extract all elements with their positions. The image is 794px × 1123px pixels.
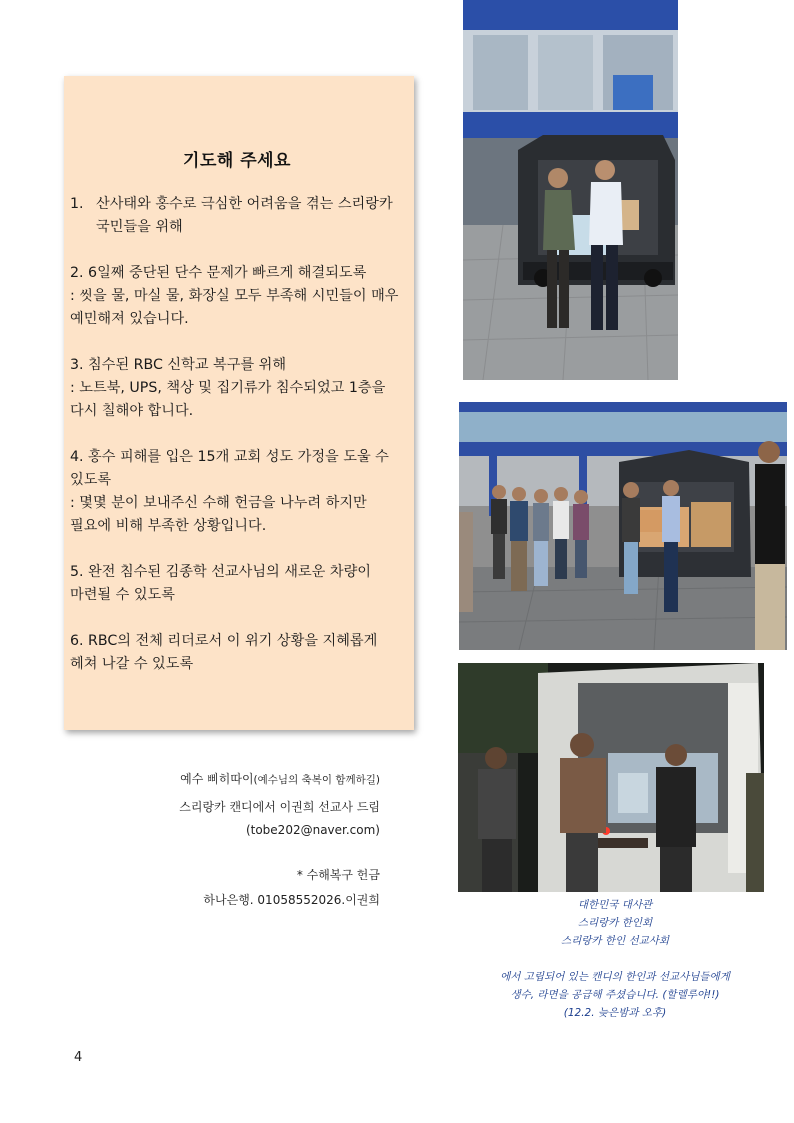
prayer-item-2: [70, 262, 404, 331]
prayer-item-3-detail: : 노트북, UPS, 책상 및 집기류가 침수되었고 1층을 다시 칠해야 합니다.: [70, 380, 386, 419]
prayer-item-4-detail: : 몇몇 분이 보내주신 수해 헌금을 나누려 하지만 필요에 비해 부족한 상황입니다.: [70, 495, 367, 534]
prayer-item-5-main: 5. 완전 침수된 김종학 선교사님의 새로운 차량이 마련될 수 있도록: [70, 564, 371, 603]
donation-label: * 수해복구 헌금: [296, 868, 380, 882]
photo-night-truck: [458, 663, 764, 892]
greeting-note: (예수님의 축복이 함께하길): [253, 774, 380, 786]
greeting-text: 예수 삐히따이: [180, 772, 254, 786]
caption-spacer: [460, 950, 770, 968]
caption-line-1: 대한민국 대사관: [577, 899, 653, 911]
prayer-item-1-number: 1.: [70, 196, 84, 212]
prayer-item-2-detail: : 씻을 물, 마실 물, 화장실 모두 부족해 시민들이 매우 예민해져 있습니다.: [70, 288, 399, 327]
caption-line-4: 에서 고립되어 있는 캔디의 한인과 선교사님들에게: [500, 971, 730, 983]
caption-line-2: 스리랑카 한인회: [577, 917, 653, 929]
prayer-item-5: [70, 561, 404, 607]
caption-line-5: 생수, 라면을 공급해 주셨습니다. (할렐루야!!): [510, 989, 720, 1001]
prayer-item-1: [70, 193, 404, 239]
signature-from: 스리랑카 캔디에서 이권희 선교사 드림: [179, 800, 380, 814]
prayer-item-3-main: 3. 침수된 RBC 신학교 복구를 위해: [70, 357, 287, 373]
prayer-request-box: [64, 76, 414, 730]
page-number: 4: [74, 1050, 83, 1065]
signature-email: (tobe202@naver.com): [245, 823, 380, 837]
photo-group-distribution: [459, 402, 787, 650]
prayer-item-4-main: 4. 홍수 피해를 입은 15개 교회 성도 가정을 도울 수 있도록: [70, 449, 389, 488]
prayer-item-2-main: 2. 6일째 중단된 단수 문제가 빠르게 해결되도록: [70, 265, 367, 281]
photo-caption: [460, 896, 770, 1022]
prayer-title: 기도해 주세요: [183, 151, 291, 171]
prayer-item-6-main: 6. RBC의 전체 리더로서 이 위기 상황을 지혜롭게 헤쳐 나갈 수 있도록: [70, 633, 378, 672]
prayer-item-3: [70, 354, 404, 423]
photo-water-handover: [463, 0, 678, 380]
caption-line-6: (12.2. 늦은밤과 오후): [563, 1007, 667, 1019]
prayer-item-6: [70, 630, 404, 676]
donation-account: 하나은행. 01058552026.이권희: [203, 893, 380, 907]
caption-line-3: 스리랑카 한인 선교사회: [560, 935, 670, 947]
prayer-item-1-text: 산사태와 홍수로 극심한 어려움을 겪는 스리랑카 국민들을 위해: [96, 196, 393, 235]
prayer-item-4: [70, 446, 404, 538]
signature-greeting: [180, 770, 380, 787]
